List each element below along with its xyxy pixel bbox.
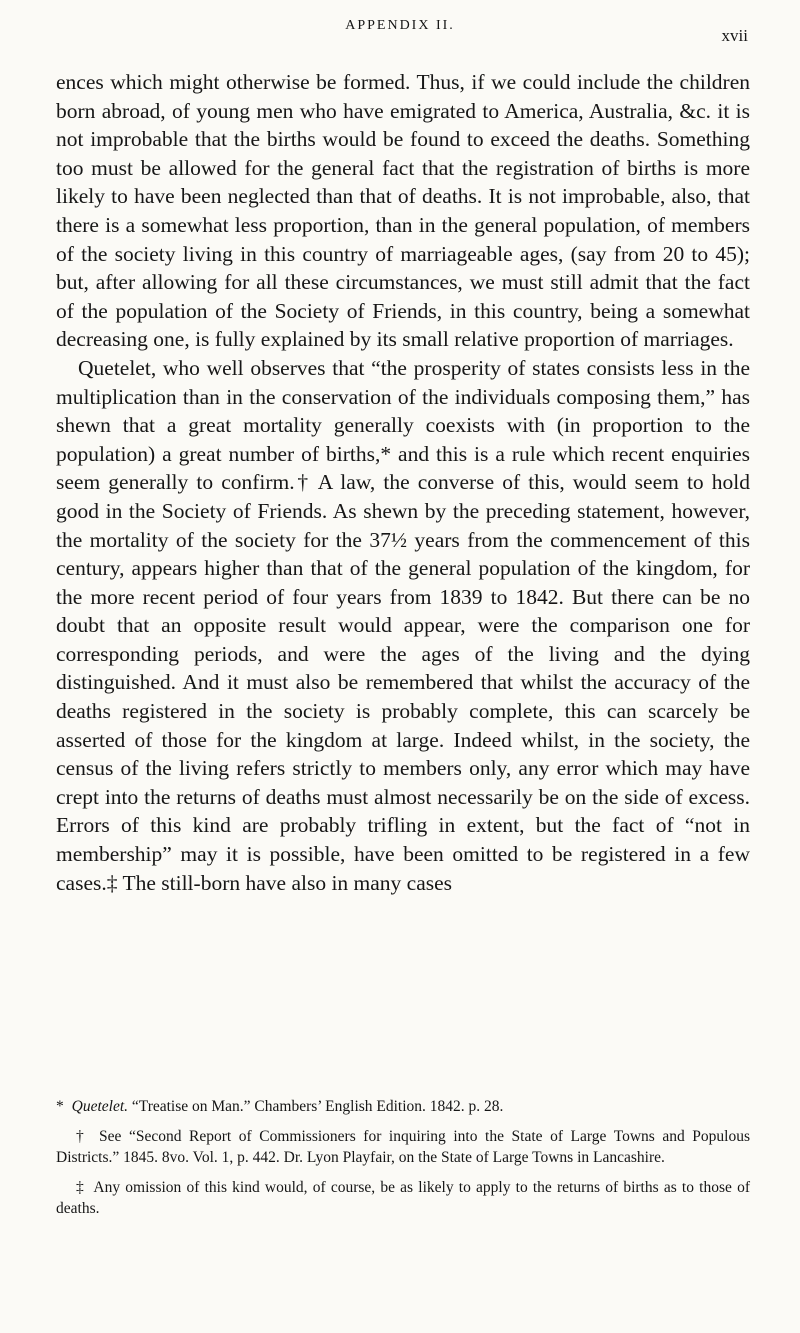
footnote-mark: †: [76, 1128, 88, 1145]
footnote-text: Any omission of this kind would, of course, be as likely to apply to the returns of births as to those of deaths.: [56, 1179, 751, 1217]
footnote-text: “Treatise on Man.” Chambers’ English Edition. 1842. p. 28.: [131, 1098, 504, 1115]
main-text: [56, 68, 750, 897]
footnote-mark: *: [56, 1098, 64, 1115]
footnote-mark: ‡: [76, 1179, 86, 1196]
footnote-author: Quetelet.: [71, 1098, 129, 1115]
paragraph: ences which might otherwise be formed. Thus, if we could include the children born abroad, of young men who have emigrated to America, Australia, &c. it is not improbable that the births would be found to exceed the deaths. Something too must be allowed for the general fact that the registration of births is more likely to have been neglected than that of deaths. It is not improbable, also, that there is a somewhat less proportion, than in the general population, of members of the society living in this country of marriageable ages, (say from 20 to 45); but, after allowing for all these circumstances, we must still admit that the fact of the population of the Society of Friends, in this country, being a somewhat decreasing one, is fully explained by its small relative proportion of marriages.: [56, 70, 750, 352]
footnote-text: See “Second Report of Commissioners for inquiring into the State of Large Towns and Populous Districts.” 1845. 8vo. Vol. 1, p. 442. Dr. Lyon Playfair, on the State of Large Towns in Lancashire.: [56, 1128, 751, 1166]
paragraph: Quetelet, who well observes that “the prosperity of states consists less in the multiplication than in the conservation of the individuals composing them,” has shewn that a great mortality generally coexists with (in proportion to the population) a great number of births,* and this is a rule which recent enquiries seem generally to confirm.† A law, the converse of this, would seem to hold good in the Society of Friends. As shewn by the preceding statement, however, the mortality of the society for the 37½ years from the commencement of this century, appears higher than that of the general population of the kingdom, for the more recent period of four years from 1839 to 1842. But there can be no doubt that an opposite result would appear, were the comparison one for corresponding periods, and were the ages of the living and the dying distinguished. And it must also be remembered that whilst the accuracy of the deaths registered in the society is probably complete, this can scarcely be asserted of those for the kingdom at large. Indeed whilst, in the society, the census of the living refers strictly to members only, any error which may have crept into the returns of deaths must almost necessarily be on the side of excess. Errors of this kind are probably trifling in extent, but the fact of “not in membership” may it is possible, have been omitted to be registered in a few cases.‡ The still-born have also in many cases: [56, 355, 750, 895]
footnote: [56, 1126, 750, 1168]
footnote: [56, 1096, 750, 1117]
footnotes: [56, 1096, 750, 1228]
running-head: APPENDIX II.: [345, 18, 455, 33]
footnote: [56, 1177, 750, 1219]
page-number: xvii: [721, 26, 748, 45]
